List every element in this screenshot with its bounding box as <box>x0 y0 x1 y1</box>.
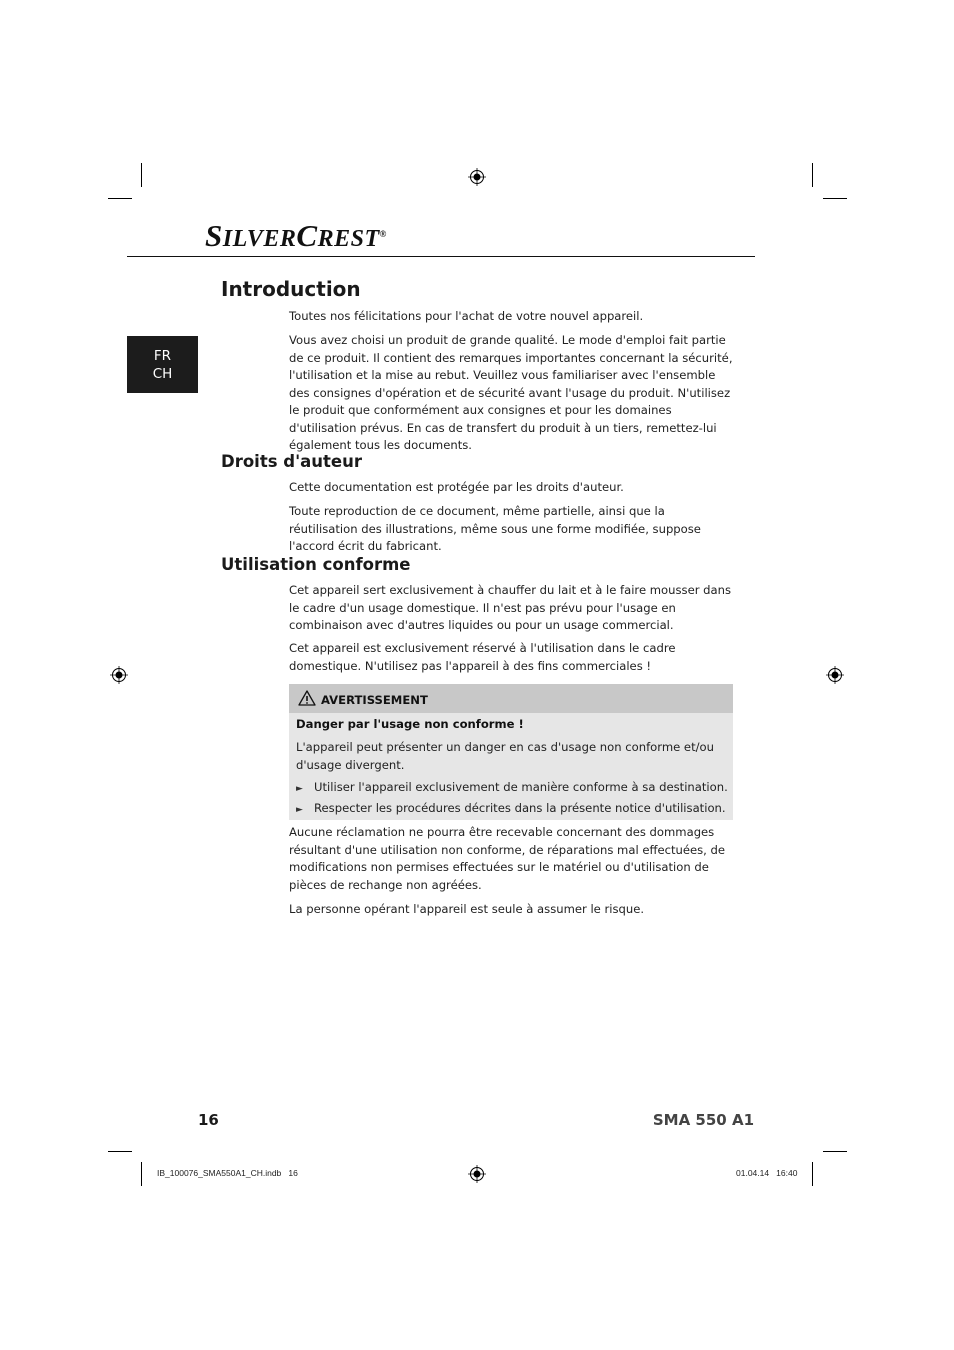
crop-mark <box>812 163 813 187</box>
intro-paragraph-2: Vous avez choisi un produit de grande qualité. Le mode d'emploi fait partie de ce produit. Il contient des remarques importantes concernant la sécurité, l'utilisation et la mise au rebut. Veuillez vous familiariser avec l'ensemble des consignes d'opération et de sécurité avant l'usage du produit. N'utilisez le produit que conformément aux consignes et pour les domaines d'utilisation prévus. En cas de transfert du produit à un tiers, remettez-lui également tous les documents. <box>289 333 733 452</box>
intended-use-paragraph-1: Cet appareil sert exclusivement à chauffer du lait et à le faire mousser dans le cadre d'un usage domestique. Il n'est pas prévu pour l'usage en combinaison avec d'autres liquides ou pour un usage commercial. <box>289 583 732 632</box>
bullet-arrow-icon: ► <box>296 805 303 815</box>
language-code-ch: CH <box>152 365 173 382</box>
copyright-paragraph-1: Cette documentation est protégée par les droits d'auteur. <box>289 480 624 494</box>
copyright-paragraph-2: Toute reproduction de ce document, même partielle, ainsi que la réutilisation des illustrations, même sous une forme modifiée, suppose l'accord écrit du fabricant. <box>289 504 701 553</box>
warning-triangle-icon <box>298 690 316 706</box>
section-title-intended-use: Utilisation conforme <box>221 555 411 574</box>
warning-text: L'appareil peut présenter un danger en cas d'usage non conforme et/ou d'usage divergent. <box>296 740 714 772</box>
print-slug-date: 01.04.14 16:40 <box>736 1168 798 1178</box>
silvercrest-logo: SILVERCREST® <box>205 218 387 253</box>
crop-mark <box>108 1151 132 1152</box>
crop-mark <box>141 163 142 187</box>
intended-use-paragraph-4: La personne opérant l'appareil est seule à assumer le risque. <box>289 902 645 916</box>
bullet-arrow-icon: ► <box>296 784 303 794</box>
crop-mark <box>812 1162 813 1186</box>
registration-mark-icon <box>826 666 844 684</box>
intended-use-paragraph-3: Aucune réclamation ne pourra être recevable concernant des dommages résultant d'une utilisation non conforme, de réparations mal effectuées, de modifications non permises effectuées sur le matériel ou d'utilisation de pièces de rechange non agréées. <box>289 825 726 892</box>
registration-mark-icon <box>468 168 486 186</box>
registration-mark-icon <box>110 666 128 684</box>
crop-mark <box>823 1151 847 1152</box>
warning-bullet: ► Respecter les procédures décrites dans la présente notice d'utilisation. <box>296 801 726 815</box>
header-rule <box>127 256 755 257</box>
warning-header <box>289 684 733 713</box>
intro-paragraph-1: Toutes nos félicitations pour l'achat de votre nouvel appareil. <box>289 309 644 323</box>
model-number: SMA 550 A1 <box>652 1111 754 1129</box>
page-number: 16 <box>198 1111 219 1129</box>
warning-box <box>289 684 733 820</box>
registration-mark-icon <box>468 1165 486 1183</box>
warning-label: AVERTISSEMENT <box>321 693 428 707</box>
section-title-introduction: Introduction <box>221 277 361 301</box>
crop-mark <box>823 198 847 199</box>
intended-use-paragraph-2: Cet appareil est exclusivement réservé à l'utilisation dans le cadre domestique. N'utilisez pas l'appareil à des fins commerciales ! <box>289 641 676 673</box>
language-tab <box>127 336 198 393</box>
warning-subtitle: Danger par l'usage non conforme ! <box>296 717 524 731</box>
print-slug-file: IB_100076_SMA550A1_CH.indb 16 <box>157 1168 298 1178</box>
warning-bullet: ► Utiliser l'appareil exclusivement de manière conforme à sa destination. <box>296 780 728 794</box>
crop-mark <box>141 1162 142 1186</box>
section-title-copyright: Droits d'auteur <box>221 452 362 471</box>
language-code-fr: FR <box>153 347 172 364</box>
crop-mark <box>108 198 132 199</box>
